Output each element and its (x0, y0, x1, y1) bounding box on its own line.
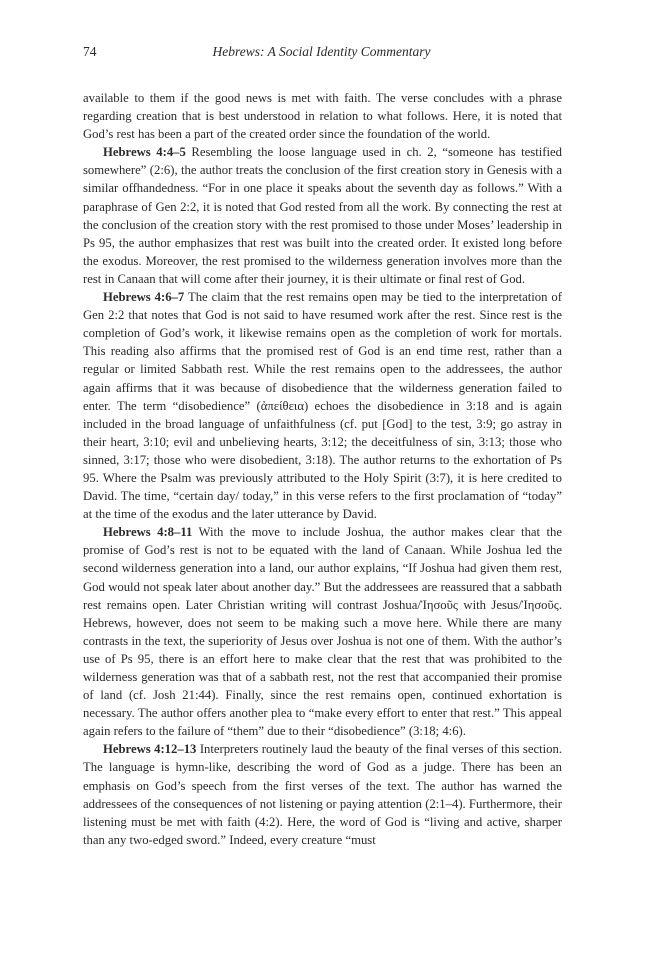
page-body (83, 89, 562, 849)
verse-lemma: Hebrews 4:6–7 (103, 290, 185, 305)
paragraph-heb-4-6-7 (83, 288, 562, 523)
paragraph-text: Resembling the loose language used in ch. 2, “someone has testified somewhere” (2:6), the author treats the conclusion of the first creation story in Genesis with a similar offhandedness. “For in one place it speaks about the seventh day as follows.” With a paraphrase of Gen 2:2, it is noted that God rested from all the work. By connecting the rest at the conclusion of the creation story with the rest promised to those under Moses’ leadership in Ps 95, the author emphasizes that rest was built into the created order. It existed long before the exodus. Moreover, the rest promised to the wilderness generation involves more than the rest in Canaan that will come after their journey, it is their ultimate or final rest of God. (83, 145, 562, 286)
verse-lemma: Hebrews 4:8–11 (103, 525, 193, 540)
page-number: 74 (83, 44, 97, 59)
paragraph-heb-4-8-11 (83, 523, 562, 740)
page-header (83, 44, 560, 64)
paragraph-heb-4-12-13 (83, 740, 562, 849)
running-head: Hebrews: A Social Identity Commentary (212, 44, 431, 59)
paragraph-text: available to them if the good news is met with faith. The verse concludes with a phrase regarding creation that is best understood in relation to what follows. Here, it is noted that God’s rest has been a part of the created order since the foundation of the world. (83, 91, 562, 142)
paragraph-heb-4-4-5 (83, 143, 562, 288)
paragraph-text: The claim that the rest remains open may be tied to the interpretation of Gen 2:2 that notes that God is not said to have resumed work after the rest. Since rest is the completion of God’s work, it likewise remains open as the completion of work for mortals. This reading also affirms that the promised rest of God is an end time rest, rather than a regular or limited Sabbath rest. While the rest remains open to the addressees, the author again affirms that it was because of disobedience that the wilderness generation failed to enter. The term “disobedience” (ἀπείθεια) echoes the disobedience in 3:18 and is again included in the broad language of unfaithfulness (cf. put [God] to the test, 3:9; go astray in their heart, 3:10; evil and unbelieving hearts, 3:12; the deceitfulness of sin, 3:13; those who sinned, 3:17; those who were disobedient, 3:18). The author returns to the exhortation of Ps 95. Where the Psalm was previously attributed to the Holy Spirit (3:7), it is here credited to David. The time, “certain day/ today,” in this verse refers to the first proclamation of “today” at the time of the exodus and the later utterance by David. (83, 290, 562, 522)
paragraph-text: Interpreters routinely laud the beauty of the final verses of this section. The language is hymn-like, describing the word of God as a judge. There has been an emphasis on God’s speech from the first verses of the text. The author has warned the addressees of the consequences of not listening or paying attention (2:1–4). Furthermore, their listening must be met with faith (4:2). Here, the word of God is “living and active, sharper than any two-edged sword.” Indeed, every creature “must (83, 742, 562, 847)
verse-lemma: Hebrews 4:12–13 (103, 742, 197, 757)
verse-lemma: Hebrews 4:4–5 (103, 145, 186, 160)
paragraph-text: With the move to include Joshua, the author makes clear that the promise of God’s rest is not to be equated with the land of Canaan. While Joshua led the second wilderness generation into a land, our author explains, “If Joshua had given them rest, God would not speak later about another day.” But the addressees are reassured that a sabbath rest remains open. Later Christian writing will contrast Joshua/Ἰησοῦς with Jesus/Ἰησοῦς. Hebrews, however, does not seem to be making such a move here. While there are many contrasts in the text, the superiority of Jesus over Joshua is not one of them. With the author’s use of Ps 95, there is an effort here to make clear that the rest that was prohibited to the wilderness generation was that of a sabbath rest, not the rest that accompanied their promise of land (cf. Josh 21:44). Finally, since the rest remains open, continued exhortation is necessary. The author offers another plea to “make every effort to enter that rest.” This appeal again refers to the failure of “them” due to their “disobedience” (3:18; 4:6). (83, 525, 562, 739)
paragraph-continuation (83, 89, 562, 143)
